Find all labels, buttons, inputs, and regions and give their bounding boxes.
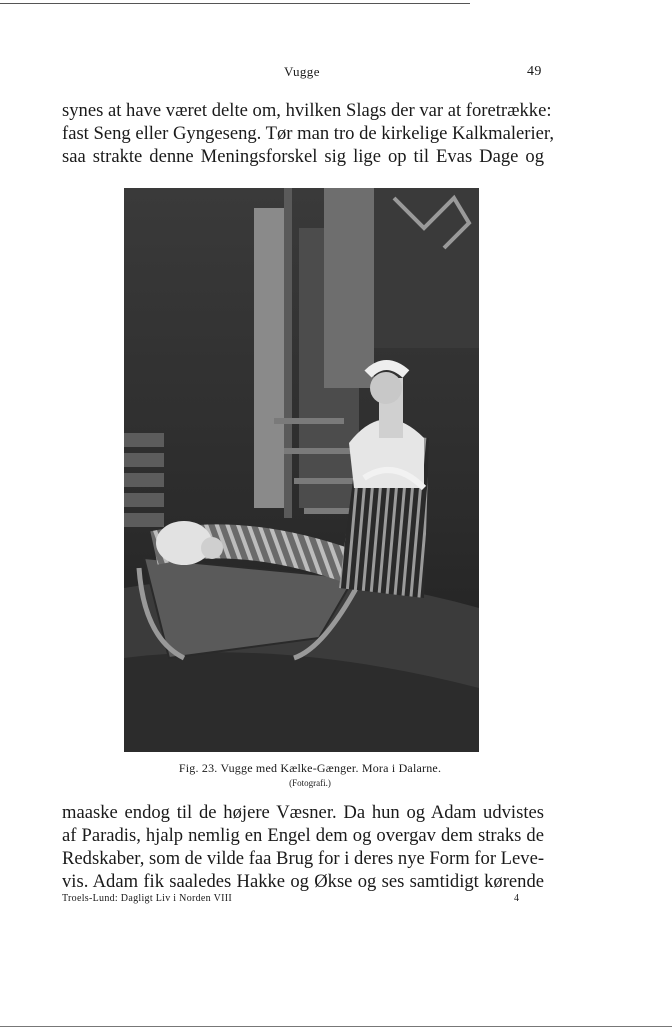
text-line: maaske endog til de højere Væsner. Da hun og Adam udvistes — [62, 802, 544, 823]
signature-mark: 4 — [514, 893, 520, 904]
text-line: synes at have været delte om, hvilken Slags der var at foretrække: — [62, 100, 552, 121]
text-line: vis. Adam fik saaledes Hakke og Økse og ses samtidigt kørende — [62, 871, 544, 892]
text-line: af Paradis, hjalp nemlig en Engel dem og overgav dem straks de — [62, 825, 544, 846]
bottom-rule — [0, 1026, 672, 1027]
paragraph-top — [62, 99, 554, 168]
cradle-photo-illustration — [124, 188, 479, 752]
running-title: Vugge — [284, 64, 320, 79]
text-line: saa strakte denne Meningsforskel sig lige op til Evas Dage og — [62, 146, 544, 167]
page-number: 49 — [527, 64, 542, 79]
figure-photograph — [124, 188, 479, 752]
text-line: Redskaber, som de vilde faa Brug for i deres nye Form for Leve- — [62, 848, 545, 869]
footer-credit: Troels-Lund: Dagligt Liv i Norden VIII — [62, 893, 232, 904]
paragraph-bottom — [62, 801, 544, 893]
figure-caption-note: (Fotografi.) — [289, 778, 331, 788]
top-rule — [0, 3, 470, 4]
text-line: fast Seng eller Gyngeseng. Tør man tro de kirkelige Kalkmalerier, — [62, 123, 554, 144]
figure-caption: Fig. 23. Vugge med Kælke-Gænger. Mora i Dalarne. — [178, 761, 442, 775]
